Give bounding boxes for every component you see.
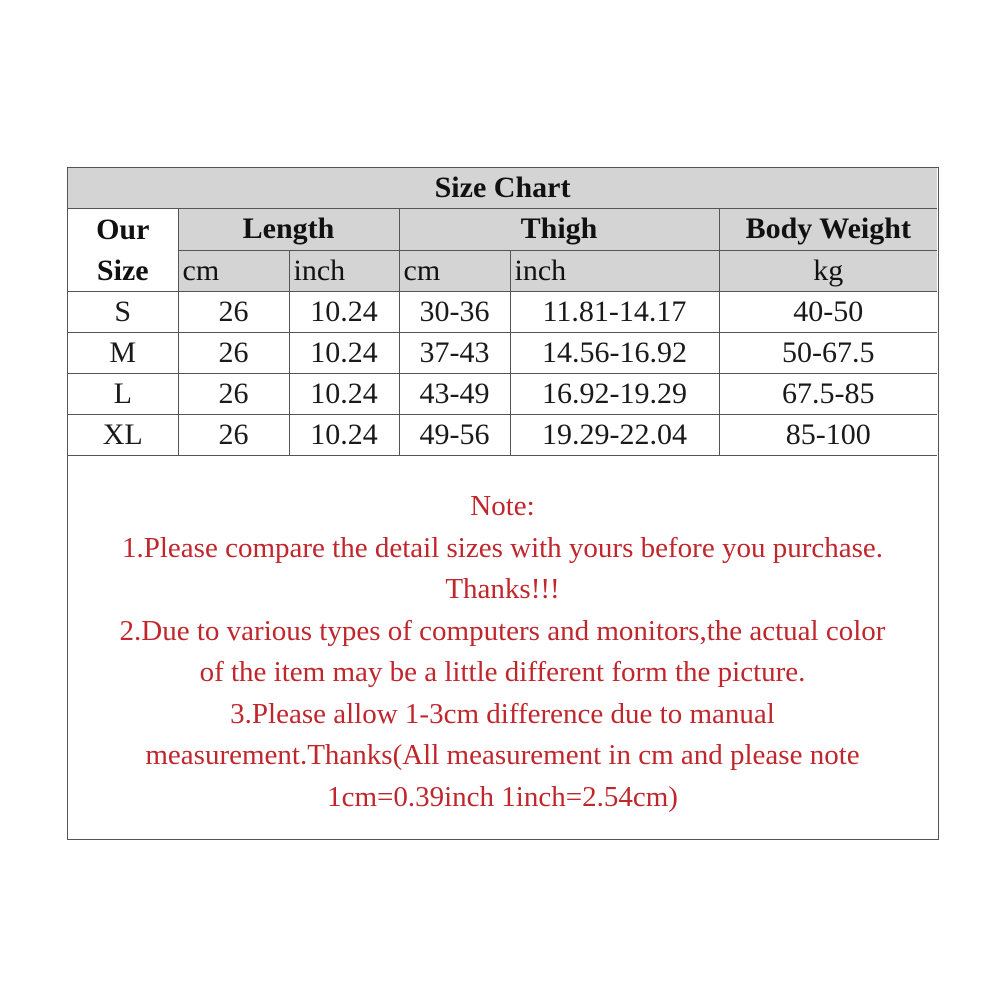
- size-cell: M: [68, 333, 178, 374]
- title-row: [68, 168, 937, 209]
- length-inch-cell: 10.24: [289, 374, 399, 415]
- header-our-size-line2: Size: [96, 254, 149, 287]
- size-cell: XL: [68, 415, 178, 456]
- weight-kg-cell: 40-50: [719, 292, 937, 333]
- length-inch-cell: 10.24: [289, 292, 399, 333]
- length-cm-cell: 26: [178, 333, 289, 374]
- unit-thigh-cm: cm: [399, 250, 510, 292]
- header-our-size: [68, 209, 178, 292]
- size-chart-frame: [67, 167, 939, 840]
- size-cell: S: [68, 292, 178, 333]
- note-line: 1cm=0.39inch 1inch=2.54cm): [327, 780, 678, 813]
- unit-weight-kg: kg: [719, 250, 937, 292]
- header-our-size-line1: Our: [96, 213, 150, 246]
- length-cm-cell: 26: [178, 374, 289, 415]
- thigh-cm-cell: 37-43: [399, 333, 510, 374]
- weight-kg-cell: 50-67.5: [719, 333, 937, 374]
- table-title: Size Chart: [68, 168, 937, 209]
- header-thigh: Thigh: [399, 209, 719, 251]
- note-heading: Note:: [470, 490, 535, 522]
- length-inch-cell: 10.24: [289, 333, 399, 374]
- note-line: 2.Due to various types of computers and monitors,the actual color: [119, 614, 886, 647]
- header-length: Length: [178, 209, 399, 251]
- length-cm-cell: 26: [178, 415, 289, 456]
- weight-kg-cell: 85-100: [719, 415, 937, 456]
- unit-length-cm: cm: [178, 250, 289, 292]
- table-row: [68, 292, 937, 333]
- note-line: 3.Please allow 1-3cm difference due to manual: [230, 697, 775, 730]
- table-row: [68, 333, 937, 374]
- unit-length-inch: inch: [289, 250, 399, 292]
- units-row: [68, 250, 937, 292]
- note-line: 1.Please compare the detail sizes with yours before you purchase.: [122, 531, 883, 564]
- length-cm-cell: 26: [178, 292, 289, 333]
- length-inch-cell: 10.24: [289, 415, 399, 456]
- unit-thigh-inch: inch: [510, 250, 719, 292]
- note-line: measurement.Thanks(All measurement in cm and please note: [145, 739, 860, 771]
- thigh-inch-cell: 16.92-19.29: [510, 374, 719, 415]
- header-body-weight: Body Weight: [719, 209, 937, 251]
- thigh-cm-cell: 43-49: [399, 374, 510, 415]
- thigh-inch-cell: 11.81-14.17: [510, 292, 719, 333]
- weight-kg-cell: 67.5-85: [719, 374, 937, 415]
- thigh-cm-cell: 30-36: [399, 292, 510, 333]
- header-row: [68, 209, 937, 251]
- notes-section: [68, 486, 937, 818]
- size-cell: L: [68, 374, 178, 415]
- thigh-inch-cell: 14.56-16.92: [510, 333, 719, 374]
- table-row: [68, 374, 937, 415]
- thigh-cm-cell: 49-56: [399, 415, 510, 456]
- thigh-inch-cell: 19.29-22.04: [510, 415, 719, 456]
- note-line: of the item may be a little different form the picture.: [199, 656, 806, 688]
- table-row: [68, 415, 937, 456]
- size-chart-table: [68, 168, 937, 456]
- note-line: Thanks!!!: [445, 573, 560, 605]
